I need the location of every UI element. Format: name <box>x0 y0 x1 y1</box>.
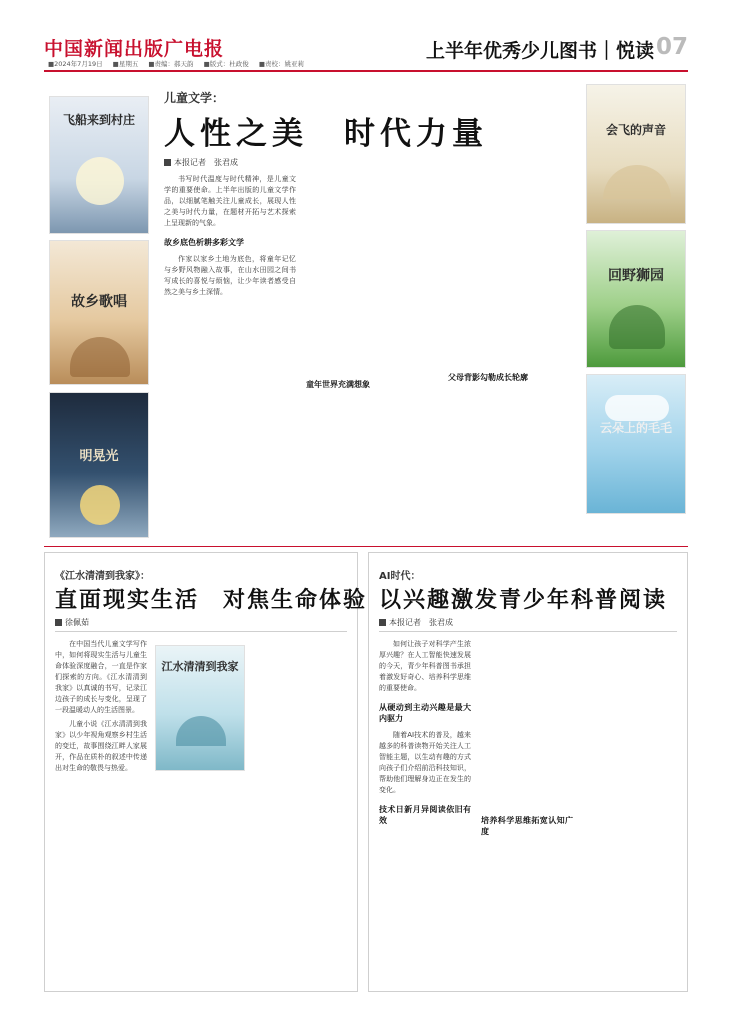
story2-headline: 直面现实生活 对焦生命体验 <box>55 588 368 613</box>
issue-info <box>48 59 312 68</box>
bird-illustration <box>603 165 671 199</box>
issue-designer: ■版式：杜政俊 <box>203 60 249 68</box>
book-cover-right1 <box>586 84 686 224</box>
page-number: 07 <box>655 34 688 60</box>
village-illustration <box>70 337 130 377</box>
story1-subhead-2: 童年世界充满想象 <box>306 380 370 389</box>
cloud-illustration <box>605 395 669 421</box>
story3-column-2 <box>481 639 573 985</box>
masthead-divider <box>44 70 688 72</box>
moon-illustration <box>76 157 124 205</box>
section-title: 上半年优秀少儿图书｜悦读 <box>425 40 654 62</box>
book-cover-title: 江水清清到我家 <box>161 660 239 673</box>
story1-byline <box>164 157 238 168</box>
story2-byline-text: 徐佩茹 <box>65 618 89 627</box>
story3-kicker: AI时代： <box>379 571 421 582</box>
story2-column-1 <box>55 639 147 985</box>
river-illustration <box>176 716 226 746</box>
byline-marker-icon <box>379 619 386 626</box>
story1-paragraph: 书写时代温度与时代精神，是儿童文学的重要使命。上半年出版的儿童文学作品，以细腻笔触关注儿童成长，展现人性之美与时代力量，在题材开拓与艺术探索上呈现新的气象。 <box>164 175 296 227</box>
story-river-book-review <box>44 552 368 992</box>
story-ai-science-reading <box>368 552 688 992</box>
issue-date: ■2024年7月19日 <box>48 60 103 68</box>
book-cover-title: 云朵上的毛毛 <box>599 421 672 435</box>
story3-byline <box>379 617 453 628</box>
story2-byline <box>55 617 89 628</box>
book-cover-left3 <box>49 392 149 538</box>
forest-illustration <box>609 305 665 349</box>
book-cover-title: 回野狮园 <box>608 268 664 284</box>
story3-headline: 以兴趣激发青少年科普阅读 <box>379 588 668 613</box>
story3-paragraph: 如何让孩子对科学产生浓厚兴趣？在人工智能快速发展的今天，青少年科普图书承担着激发好奇心、培养科学思维的重要使命。 <box>379 640 471 692</box>
book-cover-title: 飞船来到村庄 <box>62 113 135 127</box>
story1-kicker: 儿童文学： <box>164 91 225 105</box>
book-cover-river <box>155 645 245 771</box>
book-cover-title: 故乡歌唱 <box>71 294 127 310</box>
story2-kicker: 《江水清清到我家》： <box>55 571 150 582</box>
story2-column-3 <box>255 639 347 985</box>
book-cover-title: 会飞的声音 <box>605 123 666 137</box>
masthead <box>44 34 688 68</box>
issue-editor: ■责编：郝天韵 <box>148 60 194 68</box>
story2-column-2 <box>155 779 247 985</box>
story3-column-3 <box>583 639 679 985</box>
story1-headline: 人性之美 时代力量 <box>164 116 488 152</box>
story1-subhead-1: 故乡底色析耕多彩文学 <box>164 238 244 247</box>
byline-marker-icon <box>55 619 62 626</box>
story1-subhead-3: 父母背影勾勒成长轮廓 <box>448 373 528 382</box>
lamp-illustration <box>80 485 120 525</box>
story1-paragraph: 作家以家乡土地为底色，将童年记忆与乡野风物融入故事，在山水田园之间书写成长的喜悦与烦恼，让少年读者感受自然之美与乡土深情。 <box>164 255 296 296</box>
story1-column-2 <box>306 174 438 534</box>
story3-paragraph: 随着AI技术的普及，越来越多的科普读物开始关注人工智能主题，以生动有趣的方式向孩子们介绍前沿科技知识，帮助他们理解身边正在发生的变化。 <box>379 731 471 794</box>
story3-subhead-2: 技术日新月异阅读依旧有效 <box>379 805 471 825</box>
story2-rule <box>55 631 347 632</box>
story3-subhead-3: 培养科学思维拓宽认知广度 <box>481 816 573 836</box>
section-divider <box>44 546 688 547</box>
story1-column-3 <box>448 174 580 534</box>
book-cover-right3 <box>586 374 686 514</box>
story3-subhead-1: 从硬动到主动兴趣是最大内驱力 <box>379 703 471 723</box>
book-cover-left2 <box>49 240 149 385</box>
book-cover-left1 <box>49 96 149 234</box>
story1-column-1 <box>164 174 296 534</box>
story2-paragraph: 在中国当代儿童文学写作中，如何将现实生活与儿童生命体验深度融合，一直是作家们探索的方向。《江水清清到我家》以真诚的书写，记录江边孩子的成长与变化，呈现了一段温暖动人的生活图景。 <box>55 640 147 714</box>
issue-weekday: ■星期五 <box>112 60 139 68</box>
book-cover-title: 明晃光 <box>79 449 119 464</box>
book-cover-right2 <box>586 230 686 368</box>
story1-byline-text: 本报记者 张君成 <box>174 158 238 167</box>
byline-marker-icon <box>164 159 171 166</box>
newspaper-logo: 中国新闻出版广电报 <box>44 38 225 60</box>
story-children-literature <box>44 76 688 540</box>
issue-proofreader: ■责校：姚亚莉 <box>258 60 305 68</box>
story3-column-1 <box>379 639 471 985</box>
story2-paragraph: 儿童小说《江水清清到我家》以少年视角观察乡村生活的变迁，故事围绕江畔人家展开，作品在质朴的叙述中传递出对生命的敬畏与热爱。 <box>55 720 147 772</box>
story3-byline-text: 本报记者 张君成 <box>389 618 453 627</box>
story3-rule <box>379 631 677 632</box>
